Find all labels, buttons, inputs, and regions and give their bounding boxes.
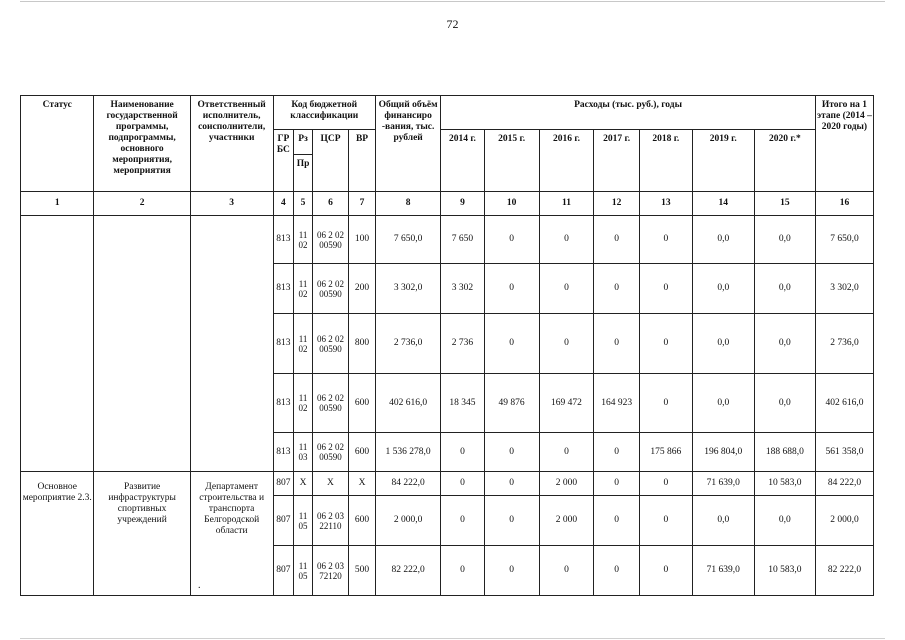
header-year-2018: 2018 г. [639,130,692,192]
year-cell: 0 [441,472,484,496]
vr-cell: 600 [349,433,376,472]
column-number: 11 [539,192,594,216]
year-cell: 0 [639,472,692,496]
year-cell: 0 [484,546,539,596]
header-status: Статус [21,96,94,192]
year-cell: 169 472 [539,374,594,433]
csr-cell: 06 2 03 22110 [312,496,348,546]
status-cell-empty [21,216,94,472]
vr-cell: 600 [349,496,376,546]
header-year-2020: 2020 г.* [754,130,815,192]
year-cell: 0,0 [692,374,754,433]
rzpr-cell: 11 03 [294,433,313,472]
column-number-row [21,192,874,216]
year-cell: 7 650 [441,216,484,264]
year-cell: 2 736 [441,314,484,374]
header-stage-total: Итого на 1 этапе (2014 – 2020 годы) [815,96,873,192]
total-cell: 402 616,0 [376,374,441,433]
scan-top-edge [20,1,885,2]
grbs-cell: 807 [273,496,294,546]
csr-cell: 06 2 02 00590 [312,314,348,374]
total-cell: 82 222,0 [376,546,441,596]
stage-total-cell: 84 222,0 [815,472,873,496]
name-cell: Развитие инфраструктуры спортивных учреждений [94,472,190,596]
year-cell: 0,0 [754,264,815,314]
year-cell: 2 000 [539,496,594,546]
column-number: 7 [349,192,376,216]
total-cell: 2 000,0 [376,496,441,546]
year-cell: 3 302 [441,264,484,314]
column-number: 9 [441,192,484,216]
total-cell: 1 536 278,0 [376,433,441,472]
grbs-cell: 813 [273,314,294,374]
header-budget-code: Код бюджетной классификации [273,96,375,130]
header-year-2016: 2016 г. [539,130,594,192]
year-cell: 0 [594,472,640,496]
year-cell: 0,0 [692,264,754,314]
stray-mark: . [198,580,201,591]
header-year-2017: 2017 г. [594,130,640,192]
header-name: Наименование государственной программы, подпрограммы, основного мероприятия, мероприятия [94,96,190,192]
year-cell: 0 [639,264,692,314]
year-cell: 0 [594,314,640,374]
year-cell: 0 [484,496,539,546]
budget-table [20,95,874,596]
status-cell: Основное мероприятие 2.3. [21,472,94,596]
header-year-2014: 2014 г. [441,130,484,192]
total-cell: 2 736,0 [376,314,441,374]
stage-total-cell: 7 650,0 [815,216,873,264]
column-number: 8 [376,192,441,216]
column-number: 16 [815,192,873,216]
header-grbs: ГР БС [273,130,294,192]
column-number: 5 [294,192,313,216]
year-cell: 2 000 [539,472,594,496]
year-cell: 10 583,0 [754,472,815,496]
year-cell: 0 [441,433,484,472]
year-cell: 0 [539,314,594,374]
year-cell: 0 [639,374,692,433]
year-cell: 0 [639,314,692,374]
stage-total-cell: 2 736,0 [815,314,873,374]
year-cell: 49 876 [484,374,539,433]
header-year-2015: 2015 г. [484,130,539,192]
header-vr: ВР [349,130,376,192]
year-cell: 71 639,0 [692,472,754,496]
responsible-cell: Департамент строительства и транспорта Белгородской области [190,472,273,596]
stage-total-cell: 3 302,0 [815,264,873,314]
rzpr-cell: Х [294,472,313,496]
grbs-cell: 813 [273,264,294,314]
year-cell: 0 [484,472,539,496]
csr-cell: 06 2 02 00590 [312,433,348,472]
year-cell: 0 [441,496,484,546]
csr-cell: 06 2 02 00590 [312,264,348,314]
table-row [21,216,874,264]
csr-cell: 06 2 03 72120 [312,546,348,596]
year-cell: 0 [594,264,640,314]
year-cell: 0 [441,546,484,596]
column-number: 10 [484,192,539,216]
year-cell: 0 [484,433,539,472]
vr-cell: 100 [349,216,376,264]
year-cell: 0,0 [754,314,815,374]
rzpr-cell: 11 02 [294,374,313,433]
column-number: 12 [594,192,640,216]
column-number: 15 [754,192,815,216]
year-cell: 0 [484,216,539,264]
year-cell: 71 639,0 [692,546,754,596]
total-cell: 7 650,0 [376,216,441,264]
csr-cell: 06 2 02 00590 [312,374,348,433]
column-number: 2 [94,192,190,216]
year-cell: 175 866 [639,433,692,472]
column-number: 14 [692,192,754,216]
page-number: 72 [446,17,459,31]
stage-total-cell: 561 358,0 [815,433,873,472]
header-responsible: Ответственный исполнитель, соисполнители, участники [190,96,273,192]
rzpr-cell: 11 02 [294,216,313,264]
column-number: 4 [273,192,294,216]
year-cell: 0,0 [692,496,754,546]
year-cell: 0 [594,546,640,596]
column-number: 13 [639,192,692,216]
vr-cell: Х [349,472,376,496]
table-row [21,472,874,496]
year-cell: 0 [594,433,640,472]
header-year-2019: 2019 г. [692,130,754,192]
year-cell: 0 [639,216,692,264]
year-cell: 196 804,0 [692,433,754,472]
year-cell: 0 [539,433,594,472]
grbs-cell: 807 [273,472,294,496]
year-cell: 0,0 [692,314,754,374]
year-cell: 0,0 [692,216,754,264]
year-cell: 0 [639,546,692,596]
csr-cell: Х [312,472,348,496]
vr-cell: 600 [349,374,376,433]
grbs-cell: 807 [273,546,294,596]
grbs-cell: 813 [273,374,294,433]
year-cell: 0 [539,216,594,264]
grbs-cell: 813 [273,216,294,264]
year-cell: 0 [539,264,594,314]
vr-cell: 500 [349,546,376,596]
year-cell: 0 [594,496,640,546]
vr-cell: 200 [349,264,376,314]
rzpr-cell: 11 05 [294,496,313,546]
column-number: 6 [312,192,348,216]
vr-cell: 800 [349,314,376,374]
total-cell: 3 302,0 [376,264,441,314]
column-number: 1 [21,192,94,216]
year-cell: 188 688,0 [754,433,815,472]
rzpr-cell: 11 02 [294,314,313,374]
year-cell: 10 583,0 [754,546,815,596]
stage-total-cell: 82 222,0 [815,546,873,596]
year-cell: 0,0 [754,216,815,264]
year-cell: 0 [594,216,640,264]
stage-total-cell: 402 616,0 [815,374,873,433]
csr-cell: 06 2 02 00590 [312,216,348,264]
year-cell: 0 [484,314,539,374]
year-cell: 0,0 [754,374,815,433]
rzpr-cell: 11 02 [294,264,313,314]
header-expenses: Расходы (тыс. руб.), годы [441,96,816,130]
rzpr-cell: 11 05 [294,546,313,596]
year-cell: 0,0 [754,496,815,546]
header-csr: ЦСР [312,130,348,192]
total-cell: 84 222,0 [376,472,441,496]
stage-total-cell: 2 000,0 [815,496,873,546]
header-rz: Рз [294,130,313,155]
column-number: 3 [190,192,273,216]
header-total-volume: Общий объём финансиро -вания, тыс. рублей [376,96,441,192]
year-cell: 0 [639,496,692,546]
header-pr: Пр [294,155,313,192]
year-cell: 0 [484,264,539,314]
year-cell: 164 923 [594,374,640,433]
year-cell: 18 345 [441,374,484,433]
name-cell-empty [94,216,190,472]
year-cell: 0 [539,546,594,596]
grbs-cell: 813 [273,433,294,472]
scan-bottom-edge [20,638,885,639]
responsible-cell-empty [190,216,273,472]
